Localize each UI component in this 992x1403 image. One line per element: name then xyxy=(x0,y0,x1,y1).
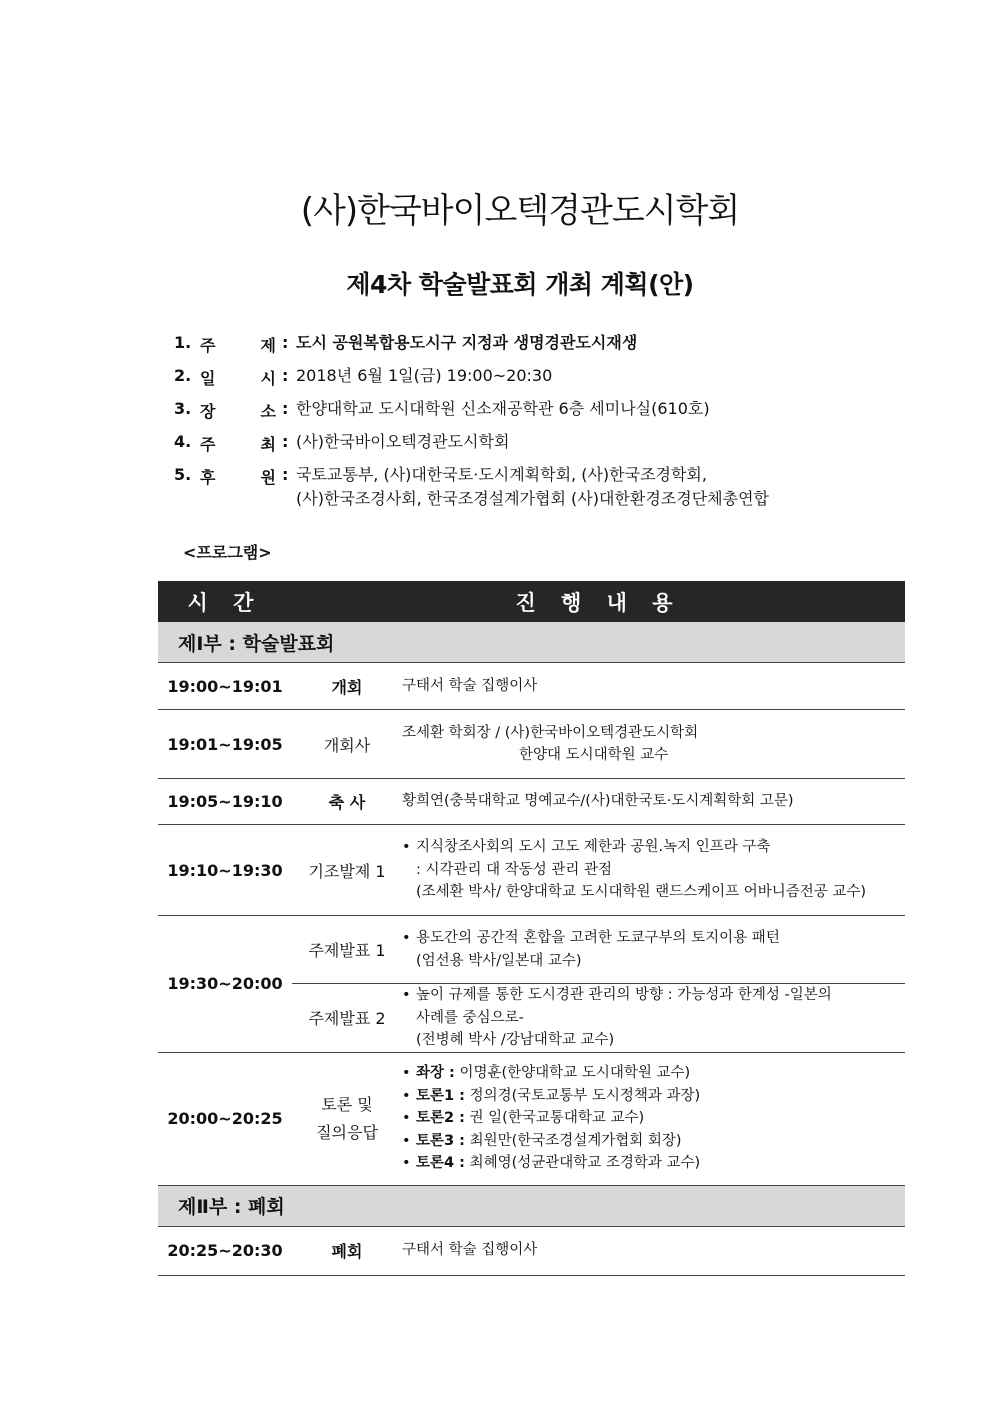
info-item-date xyxy=(174,366,914,399)
bullet-item: • 토론2 : 권 일(한국교통대학교 교수) xyxy=(402,1110,645,1127)
bullet-item: • 용도간의 공간적 혼합을 고려한 도쿄구부의 토지이용 패턴 xyxy=(402,930,780,946)
bullet-item: • 지식창조사회의 도시 고도 제한과 공원.녹지 인프라 구축 xyxy=(402,839,771,856)
info-item-sponsors xyxy=(174,465,914,521)
table-row xyxy=(158,825,905,916)
info-label: 장 소 xyxy=(200,402,276,421)
info-value: 2018년 6월 1일(금) 19:00~20:30 xyxy=(296,366,553,385)
organization-title: (사)한국바이오텍경관도시학회 xyxy=(300,191,740,231)
item-cell: 개회 xyxy=(292,663,402,710)
content-cell: • 용도간의 공간적 혼합을 고려한 도쿄구부의 토지이용 패턴 (엄선용 박사/일본대 교수) xyxy=(402,916,905,984)
content-cell xyxy=(402,1052,905,1185)
info-colon: : xyxy=(282,465,289,484)
info-item-host xyxy=(174,432,914,465)
section-row-part1 xyxy=(158,622,905,663)
content-cell: 조세환 학회장 / (사)한국바이오텍경관도시학회 한양대 도시대학원 교수 xyxy=(402,710,905,779)
content-cell: 구태서 학술 집행이사 xyxy=(402,663,905,710)
column-header-content: 진 행 내 용 xyxy=(292,581,905,622)
info-colon: : xyxy=(282,366,289,385)
info-value: (사)한국바이오텍경관도시학회 xyxy=(296,432,510,451)
item-cell: 축 사 xyxy=(292,779,402,825)
table-row xyxy=(158,663,905,710)
table-row xyxy=(158,1226,905,1275)
info-label: 주 제 xyxy=(200,336,276,355)
item-cell: 개회사 xyxy=(292,710,402,779)
info-number: 1. xyxy=(174,333,192,352)
info-value: 한양대학교 도시대학원 신소재공학관 6층 세미나실(610호) xyxy=(296,399,710,418)
info-colon: : xyxy=(282,399,289,418)
info-value: 국토교통부, (사)대한국토·도시계획학회, (사)한국조경학회, (사)한국조경사회, 한국조경설계가협회 (사)대한환경조경단체총연합 xyxy=(296,465,769,508)
content-cell: • 지식창조사회의 도시 고도 제한과 공원.녹지 인프라 구축 : 시각관리 대 작동성 관리 관점 (조세환 박사/ 한양대학교 도시대학원 랜드스케이프 어바니즘전공 교수) xyxy=(402,825,905,916)
time-cell: 19:05~19:10 xyxy=(158,779,292,825)
info-number: 5. xyxy=(174,465,192,484)
document-title: 제4차 학술발표회 개최 계획(안) xyxy=(346,270,694,299)
time-cell: 19:30~20:00 xyxy=(158,916,292,1053)
column-header-time: 시 간 xyxy=(158,581,292,622)
item-cell: 주제발표 2 xyxy=(292,984,402,1053)
bullet-item: • 좌장 : 이명훈(한양대학교 도시대학원 교수) xyxy=(402,1065,691,1082)
info-value: 도시 공원복합용도시구 지정과 생명경관도시재생 xyxy=(296,333,638,352)
time-cell: 20:25~20:30 xyxy=(158,1226,292,1275)
info-number: 2. xyxy=(174,366,192,385)
info-item-topic xyxy=(174,333,914,366)
table-row xyxy=(158,779,905,825)
info-number: 3. xyxy=(174,399,192,418)
table-row xyxy=(158,710,905,779)
content-cell: • 높이 규제를 통한 도시경관 관리의 방향 : 가능성과 한계성 -일본의 사례를 중심으로- (전병혜 박사 /강남대학교 교수) xyxy=(402,984,905,1053)
event-info-list xyxy=(174,333,914,521)
info-label: 일 시 xyxy=(200,369,276,388)
content-cell: 구태서 학술 집행이사 xyxy=(402,1226,905,1275)
bullet-item: • 토론3 : 최원만(한국조경설계가협회 회장) xyxy=(402,1132,682,1149)
table-row xyxy=(158,1052,905,1185)
section-title: 제Ⅰ부 : 학술발표회 xyxy=(158,622,905,663)
bullet-item: • 토론1 : 정의경(국토교통부 도시정책과 과장) xyxy=(402,1087,701,1104)
item-cell: 토론 및 질의응답 xyxy=(292,1052,402,1185)
bullet-item: • 토론4 : 최혜영(성균관대학교 조경학과 교수) xyxy=(402,1155,701,1172)
info-number: 4. xyxy=(174,432,192,451)
info-item-venue xyxy=(174,399,914,432)
info-colon: : xyxy=(282,432,289,451)
time-cell: 19:10~19:30 xyxy=(158,825,292,916)
table-row xyxy=(158,916,905,984)
section-title: 제Ⅱ부 : 폐회 xyxy=(158,1185,905,1226)
time-cell: 19:00~19:01 xyxy=(158,663,292,710)
info-label: 주 최 xyxy=(200,435,276,454)
item-cell: 주제발표 1 xyxy=(292,916,402,984)
item-cell: 폐회 xyxy=(292,1226,402,1275)
section-row-part2 xyxy=(158,1185,905,1226)
time-cell: 19:01~19:05 xyxy=(158,710,292,779)
bullet-item: • 높이 규제를 통한 도시경관 관리의 방향 : 가능성과 한계성 -일본의 xyxy=(402,987,832,1003)
content-cell: 황희연(충북대학교 명예교수/(사)대한국토·도시계획학회 고문) xyxy=(402,779,905,825)
info-colon: : xyxy=(282,333,289,352)
time-cell: 20:00~20:25 xyxy=(158,1052,292,1185)
info-label: 후 원 xyxy=(200,468,276,487)
item-cell: 기조발제 1 xyxy=(292,825,402,916)
table-header-row xyxy=(158,581,905,622)
program-heading: <프로그램> xyxy=(183,543,272,562)
program-table xyxy=(158,581,905,1276)
